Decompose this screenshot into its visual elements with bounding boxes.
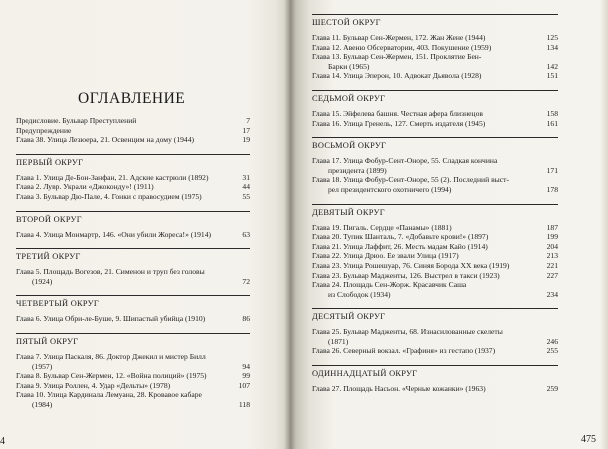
toc-entry <box>16 126 250 136</box>
toc-entry-page: 118 <box>238 399 250 409</box>
toc-entry-title: Глава 26. Северный вокзал. «Графиня» из гестапо (1937) <box>312 346 496 356</box>
toc-intro <box>16 116 250 145</box>
left-page-contents <box>16 116 250 410</box>
toc-entry-title: Глава 8. Бульвар Сен-Жермен, 12. «Война полиций» (1975) <box>16 371 207 381</box>
toc-entry <box>16 390 250 409</box>
section-entries <box>16 173 250 202</box>
toc-entry-title-continued: президента (1899) <box>328 165 387 175</box>
toc-entry-page: 221 <box>546 260 558 270</box>
toc-entry-title: Глава 23. Улица Рошешуар, 76. Синяя Борода XX века (1919) <box>312 260 510 270</box>
section-rule <box>312 365 558 366</box>
toc-entry-title: Глава 13. Бульвар Сен-Жермен, 151. Проклятие Бен- <box>312 52 482 62</box>
page-number-left: 4 <box>0 436 5 447</box>
toc-entry-page: 63 <box>242 229 250 239</box>
toc-entry-title-continued: рел президентского охотничего (1994) <box>328 184 452 194</box>
toc-entry-page: 213 <box>546 251 558 261</box>
toc-entry-title: Глава 9. Улица Роллен, 4. Удар «Дельты» (1978) <box>16 380 171 390</box>
toc-entry-title: Предупреждение <box>16 125 72 135</box>
toc-section <box>16 333 250 410</box>
toc-section <box>16 248 250 286</box>
toc-entry-title-continued: из Слободок (1934) <box>328 289 391 299</box>
toc-entry-title-continued: Барки (1965) <box>328 61 370 71</box>
toc-entry-page: 107 <box>238 380 250 390</box>
toc-section <box>312 365 558 394</box>
section-heading: ДЕВЯТЫЙ ОКРУГ <box>312 207 385 217</box>
toc-entry-title: Глава 24. Площадь Сен-Жорж. Красавчик Саша <box>312 280 467 290</box>
section-rule <box>16 154 250 155</box>
toc-entry-title-continued: (1871) <box>328 336 349 346</box>
section-rule <box>312 14 558 15</box>
toc-title: ОГЛАВЛЕНИЕ <box>78 90 186 107</box>
toc-entry <box>16 230 250 240</box>
toc-entry-page: 199 <box>546 232 558 242</box>
toc-entry <box>312 271 558 281</box>
section-entries <box>312 384 558 394</box>
toc-entry <box>312 261 558 271</box>
toc-entry <box>16 173 250 183</box>
toc-section <box>312 204 558 300</box>
toc-entry-title: Глава 38. Улица Лезюера, 21. Освенцим на дому (1944) <box>16 135 195 145</box>
toc-entry-title-continued: (1984) <box>32 399 53 409</box>
section-rule <box>16 211 250 212</box>
toc-entry-title: Глава 22. Улица Дрюо. Ее звали Улица (1917) <box>312 251 459 261</box>
section-heading: ПЕРВЫЙ ОКРУГ <box>16 157 84 167</box>
toc-entry-page: 187 <box>546 222 558 232</box>
section-entries <box>312 223 558 300</box>
toc-entry-title: Глава 12. Авеню Обсерватории, 403. Покушение (1959) <box>312 42 492 52</box>
toc-entry-page: 134 <box>546 42 558 52</box>
section-entries <box>16 230 250 240</box>
toc-entry-title: Глава 1. Улица Де-Бон-Занфан, 21. Адские кастрюли (1892) <box>16 172 209 182</box>
toc-entry-title: Глава 21. Улица Лаффит, 26. Месть мадам Кайо (1914) <box>312 241 488 251</box>
toc-entry <box>312 175 558 194</box>
section-entries <box>16 314 250 324</box>
right-page-contents <box>312 14 558 394</box>
section-entries <box>312 156 558 194</box>
toc-entry-page: 246 <box>546 336 558 346</box>
toc-entry-page: 31 <box>242 172 250 182</box>
toc-entry <box>312 71 558 81</box>
toc-entry <box>312 346 558 356</box>
toc-entry-page: 86 <box>242 314 250 324</box>
toc-entry-page: 178 <box>546 184 558 194</box>
section-rule <box>312 90 558 91</box>
toc-entry-page: 161 <box>546 118 558 128</box>
toc-entry-title: Глава 19. Пигаль. Сердце «Панамы» (1881) <box>312 222 452 232</box>
toc-entry-title: Глава 17. Улица Фобур-Сент-Оноре, 55. Сладкая кончина <box>312 156 498 166</box>
section-rule <box>16 333 250 334</box>
toc-entry-title: Глава 23. Бульвар Мадженты, 126. Выстрел в такси (1923) <box>312 270 500 280</box>
toc-entry <box>16 371 250 381</box>
section-rule <box>16 248 250 249</box>
toc-entry-title: Глава 18. Улица Фобур-Сент-Оноре, 55 (2). Последний выст- <box>312 175 509 185</box>
toc-entry-title: Глава 2. Лувр. Украли «Джоконду»! (1911) <box>16 182 154 192</box>
toc-entry <box>312 223 558 233</box>
section-heading: ПЯТЫЙ ОКРУГ <box>16 336 79 346</box>
section-entries <box>16 352 250 410</box>
toc-entry <box>312 119 558 129</box>
toc-entry-page: 7 <box>246 116 250 125</box>
section-entries <box>16 267 250 286</box>
section-entries <box>312 327 558 356</box>
section-rule <box>312 204 558 205</box>
toc-entry <box>16 314 250 324</box>
section-entries <box>312 33 558 81</box>
toc-entry-page: 234 <box>546 289 558 299</box>
toc-entry-page: 227 <box>546 270 558 280</box>
toc-entry-page: 55 <box>242 191 250 201</box>
toc-entry-page: 171 <box>546 165 558 175</box>
toc-entry-title: Глава 25. Бульвар Мадженты, 68. Изнасилованные скелеты <box>312 327 503 337</box>
toc-section <box>312 308 558 356</box>
section-rule <box>16 295 250 296</box>
toc-entry <box>312 242 558 252</box>
toc-entry-title-continued: (1924) <box>32 276 53 286</box>
toc-section <box>312 14 558 81</box>
section-heading: ВТОРОЙ ОКРУГ <box>16 214 82 224</box>
toc-entry-title: Глава 3. Бульвар Дю-Пале, 4. Гонки с правосудием (1975) <box>16 191 202 201</box>
toc-entry <box>312 33 558 43</box>
toc-entry <box>312 43 558 53</box>
toc-entry <box>16 352 250 371</box>
page-number-right: 475 <box>581 434 596 445</box>
section-entries <box>312 109 558 128</box>
toc-entry-title: Глава 27. Площадь Насьон. «Черные кожанки» (1963) <box>312 384 486 394</box>
toc-entry-title: Глава 16. Улица Гренель, 127. Смерть издателя (1945) <box>312 118 486 128</box>
toc-entry-title: Глава 4. Улица Монмартр, 146. «Они убили Жореса!» (1914) <box>16 229 212 239</box>
toc-entry <box>312 280 558 299</box>
toc-section <box>16 154 250 202</box>
section-heading: ШЕСТОЙ ОКРУГ <box>312 18 381 27</box>
toc-entry <box>312 232 558 242</box>
section-heading: ОДИННАДЦАТЫЙ ОКРУГ <box>312 369 418 379</box>
section-heading: ЧЕТВЕРТЫЙ ОКРУГ <box>16 299 100 309</box>
toc-entry <box>16 182 250 192</box>
toc-entry <box>16 192 250 202</box>
toc-entry-title: Глава 14. Улица Эперон, 10. Адвокат Дьявола (1928) <box>312 71 482 81</box>
toc-entry-title: Глава 20. Тупик Шанталь, 7. «Добавьте крови!» (1897) <box>312 232 489 242</box>
toc-entry-title: Глава 6. Улица Обри-ле-Буше, 9. Шипастый убийца (1910) <box>16 314 206 324</box>
book-gutter <box>284 0 296 449</box>
toc-entry-page: 99 <box>242 371 250 381</box>
toc-entry-title: Глава 7. Улица Паскаля, 86. Доктор Джекил и мистер Билл <box>16 351 206 361</box>
toc-entry <box>16 267 250 286</box>
toc-entry-page: 17 <box>242 125 250 135</box>
toc-entry <box>312 109 558 119</box>
toc-entry-page: 255 <box>546 346 558 356</box>
toc-entry <box>312 156 558 175</box>
right-page <box>290 0 608 449</box>
toc-entry <box>312 251 558 261</box>
toc-entry-title: Глава 10. Улица Кардинала Лемуана, 28. Кровавое кабаре <box>16 390 202 400</box>
toc-entry-page: 158 <box>546 108 558 118</box>
toc-entry-page: 44 <box>242 182 250 192</box>
page-edge <box>600 0 608 449</box>
section-heading: СЕДЬМОЙ ОКРУГ <box>312 93 386 103</box>
toc-section <box>312 137 558 194</box>
section-heading: ТРЕТИЙ ОКРУГ <box>16 252 81 262</box>
toc-entry-title: Глава 11. Бульвар Сен-Жермен, 172. Жан Жене (1944) <box>312 33 486 42</box>
toc-entry-page: 259 <box>546 384 558 394</box>
toc-entry-page: 142 <box>546 61 558 71</box>
toc-entry <box>312 384 558 394</box>
toc-section <box>16 295 250 324</box>
toc-entry-title: Предисловие. Бульвар Преступлений <box>16 116 137 125</box>
toc-entry <box>16 135 250 145</box>
section-heading: ВОСЬМОЙ ОКРУГ <box>312 141 387 151</box>
left-page <box>0 0 290 449</box>
section-rule <box>312 308 558 309</box>
toc-entry-title-continued: (1957) <box>32 361 53 371</box>
toc-entry-page: 151 <box>546 71 558 81</box>
toc-entry <box>16 116 250 126</box>
toc-section <box>16 211 250 240</box>
toc-entry-page: 204 <box>546 241 558 251</box>
toc-entry-page: 125 <box>546 33 558 42</box>
toc-entry-page: 72 <box>242 276 250 286</box>
toc-entry <box>312 327 558 346</box>
section-rule <box>312 137 558 138</box>
section-heading: ДЕСЯТЫЙ ОКРУГ <box>312 312 386 322</box>
toc-entry <box>16 381 250 391</box>
toc-section <box>312 90 558 128</box>
toc-entry-title: Глава 15. Эйфелева башня. Честная афера близнецов <box>312 108 483 118</box>
toc-entry <box>312 52 558 71</box>
toc-entry-page: 94 <box>242 361 250 371</box>
toc-entry-page: 19 <box>242 135 250 145</box>
toc-entry-title: Глава 5. Площадь Вогезов, 21. Сименон и труп без головы <box>16 267 205 277</box>
